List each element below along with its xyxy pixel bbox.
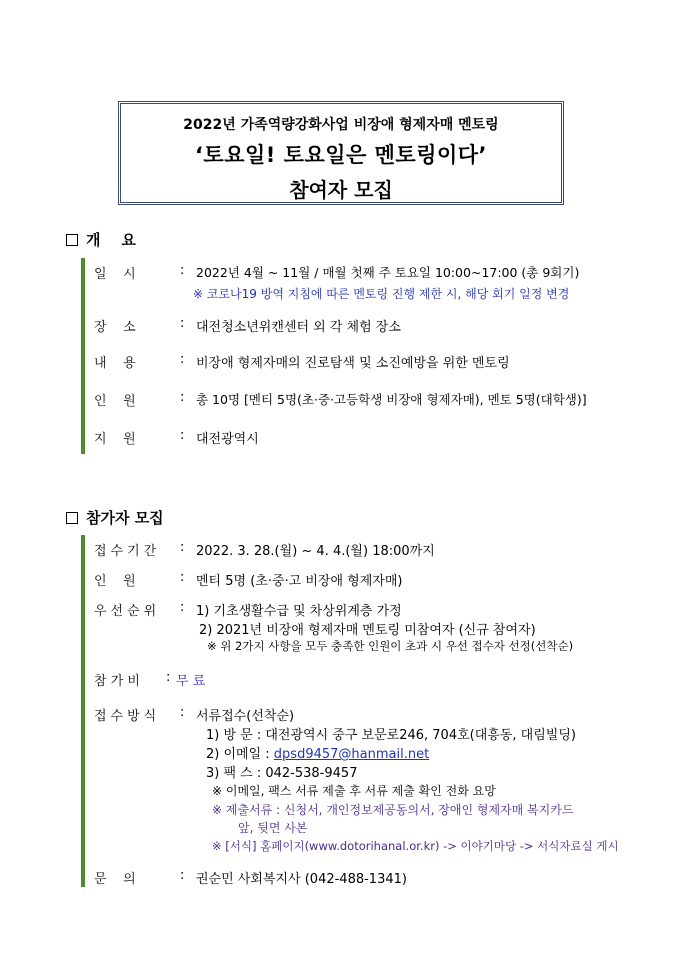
- label-support: 지 원: [94, 432, 136, 447]
- label-contact: 문 의: [94, 872, 136, 887]
- value-priority-1: 1) 기초생활수급 및 차상위계층 가정: [196, 604, 402, 619]
- label-content: 내 용: [94, 356, 136, 371]
- overview-heading: [66, 229, 136, 250]
- label-method: 접수방식: [94, 709, 161, 724]
- recruit-bar: [81, 535, 85, 887]
- value-recruit-people: 멘티 5명 (초·중·고 비장애 형제자매): [196, 574, 403, 589]
- colon: :: [180, 570, 185, 585]
- label-priority: 우선순위: [94, 604, 161, 619]
- recruit-heading-text: 참가자 모집: [86, 509, 164, 527]
- label-period: 접수기간: [94, 544, 161, 559]
- note-covid: ※ 코로나19 방역 지침에 따른 멘토링 진행 제한 시, 해당 회기 일정 변경: [193, 287, 570, 301]
- label-recruit-people: 인 원: [94, 574, 136, 589]
- label-place: 장 소: [94, 320, 136, 335]
- value-contact: 권순민 사회복지사 (042-488-1341): [196, 872, 407, 887]
- email-link[interactable]: dpsd9457@hanmail.net: [273, 747, 430, 762]
- method-fax: 3) 팩 스 : 042-538-9457: [206, 766, 358, 781]
- label-people: 인 원: [94, 394, 136, 409]
- title-box: [118, 101, 564, 205]
- colon: :: [166, 670, 171, 685]
- method-visit: 1) 방 문 : 대전광역시 중구 보문로246, 704호(대흥동, 대림빌딩): [206, 728, 576, 743]
- value-fee: 무 료: [176, 674, 206, 689]
- colon: :: [180, 352, 185, 367]
- checkbox-square-icon: [66, 512, 78, 524]
- value-content: 비장애 형제자매의 진로탐색 및 소진예방을 위한 멘토링: [196, 356, 510, 371]
- value-method: 서류접수(선착순): [196, 709, 295, 724]
- colon: :: [180, 428, 185, 443]
- overview-bar: [81, 258, 85, 454]
- value-people: 총 10명 [멘티 5명(초·중·고등학생 비장애 형제자매), 멘토 5명(대학생)]: [196, 392, 587, 407]
- note-priority: ※ 위 2가지 사항을 모두 충족한 인원이 초과 시 우선 접수자 선정(선착순): [207, 639, 574, 653]
- note-documents: ※ 제출서류 : 신청서, 개인정보제공동의서, 장애인 형제자매 복지카드: [212, 803, 574, 817]
- value-period: 2022. 3. 28.(월) ~ 4. 4.(월) 18:00까지: [196, 544, 435, 559]
- overview-heading-text: 개 요: [86, 231, 136, 249]
- value-place: 대전청소년위캔센터 외 각 체험 장소: [196, 320, 401, 335]
- title-slogan: ‘토요일! 토요일은 멘토링이다’: [194, 143, 488, 167]
- title-program: 2022년 가족역량강화사업 비장애 형제자매 멘토링: [183, 117, 499, 133]
- note-documents-2: 앞, 뒷면 사본: [238, 821, 308, 835]
- recruit-heading: [66, 507, 164, 528]
- title-recruit: 참여자 모집: [289, 178, 393, 202]
- value-priority-2: 2) 2021년 비장애 형제자매 멘토링 미참여자 (신규 참여자): [199, 623, 536, 638]
- colon: :: [180, 316, 185, 331]
- colon: :: [180, 540, 185, 555]
- value-support: 대전광역시: [196, 432, 259, 447]
- note-email-fax: ※ 이메일, 팩스 서류 제출 후 서류 제출 확인 전화 요망: [212, 784, 496, 798]
- label-fee: 참 가 비: [94, 674, 140, 689]
- method-email-prefix: 2) 이메일 :: [206, 747, 274, 762]
- colon: :: [180, 705, 185, 720]
- colon: :: [180, 600, 185, 615]
- colon: :: [180, 390, 185, 405]
- value-date: 2022년 4월 ~ 11월 / 매월 첫째 주 토요일 10:00~17:00 (총 9회기): [196, 265, 580, 280]
- checkbox-square-icon: [66, 234, 78, 246]
- colon: :: [180, 263, 185, 278]
- label-date: 일 시: [94, 267, 136, 282]
- note-form-link: ※ [서식] 홈페이지(www.dotorihanal.or.kr) -> 이야기마당 -> 서식자료실 게시: [212, 839, 619, 853]
- colon: :: [180, 868, 185, 883]
- method-email: [206, 743, 429, 762]
